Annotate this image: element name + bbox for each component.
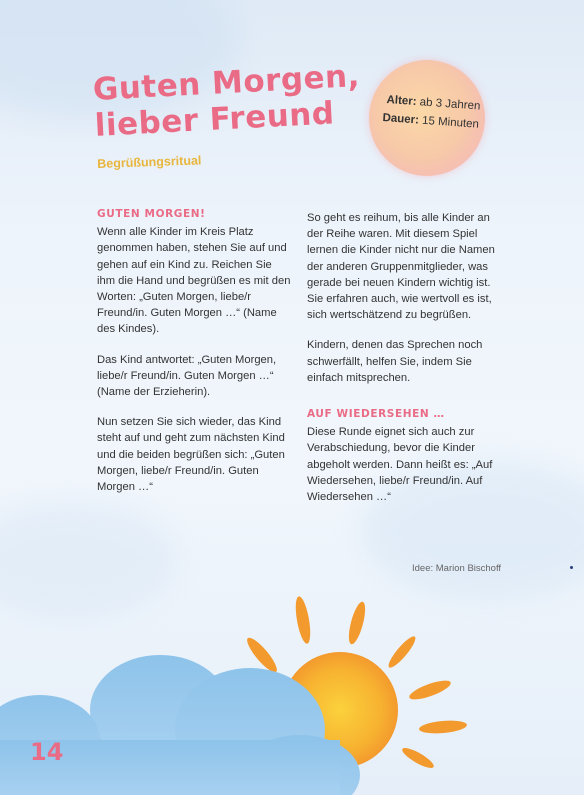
title-line-1: Guten Morgen, — [92, 58, 361, 108]
paragraph: Diese Runde eignet sich auch zur Verabschiedung, bevor die Kinder abgeholt werden. Dann heißt es: „Auf Wiedersehen, liebe/r Freund/in. Auf Wiedersehen …“ — [307, 426, 493, 504]
paragraph: Das Kind antwortet: „Guten Morgen, liebe/r Freund/in. Guten Morgen …“ (Name der Erzieherin). — [97, 353, 277, 399]
author-credit: Idee: Marion Bischoff — [412, 563, 502, 574]
right-column — [307, 210, 503, 519]
duration-label: Dauer: — [382, 112, 420, 127]
paragraph: Nun setzen Sie sich wieder, das Kind steht auf und geht zum nächsten Kind und die beiden begrüßen sich: „Guten Morgen, liebe/r Freund/in. Guten Morgen …“ — [97, 416, 285, 494]
subtitle: Begrüßungsritual — [97, 153, 202, 171]
section-heading-guten-morgen: GUTEN MORGEN! — [97, 208, 206, 220]
section-heading-auf-wiedersehen: AUF WIEDERSEHEN … — [307, 408, 445, 421]
paragraph: Kindern, denen das Sprechen noch schwerfällt, helfen Sie, indem Sie einfach mitsprechen. — [307, 339, 483, 384]
paragraph: So geht es reihum, bis alle Kinder an der Reihe waren. Mit diesem Spiel lernen die Kinder nicht nur die Namen der anderen Gruppenmitglieder, was gerade bei neuen Kindern wichtig ist. Sie erfahren auch, wie wertvoll es ist, sich wertschätzend zu begrüßen. — [307, 212, 495, 322]
title-line-2: lieber Freund — [93, 95, 336, 144]
duration-value: 15 Minuten — [421, 114, 480, 131]
age-value: ab 3 Jahren — [419, 96, 481, 113]
sun-cloud-illustration — [0, 580, 584, 795]
page-title — [92, 57, 375, 144]
left-column — [97, 206, 292, 509]
page-number: 14 — [30, 738, 64, 766]
decorative-dot — [570, 566, 573, 569]
age-label: Alter: — [386, 94, 417, 109]
paragraph: Wenn alle Kinder im Kreis Platz genommen haben, stehen Sie auf und gehen auf ein Kind zu. Reichen Sie ihm die Hand und begrüßen es mit den Worten: „Guten Morgen, liebe/r Freund/in. Guten Morgen …“ (Name des Kindes). — [97, 226, 291, 336]
